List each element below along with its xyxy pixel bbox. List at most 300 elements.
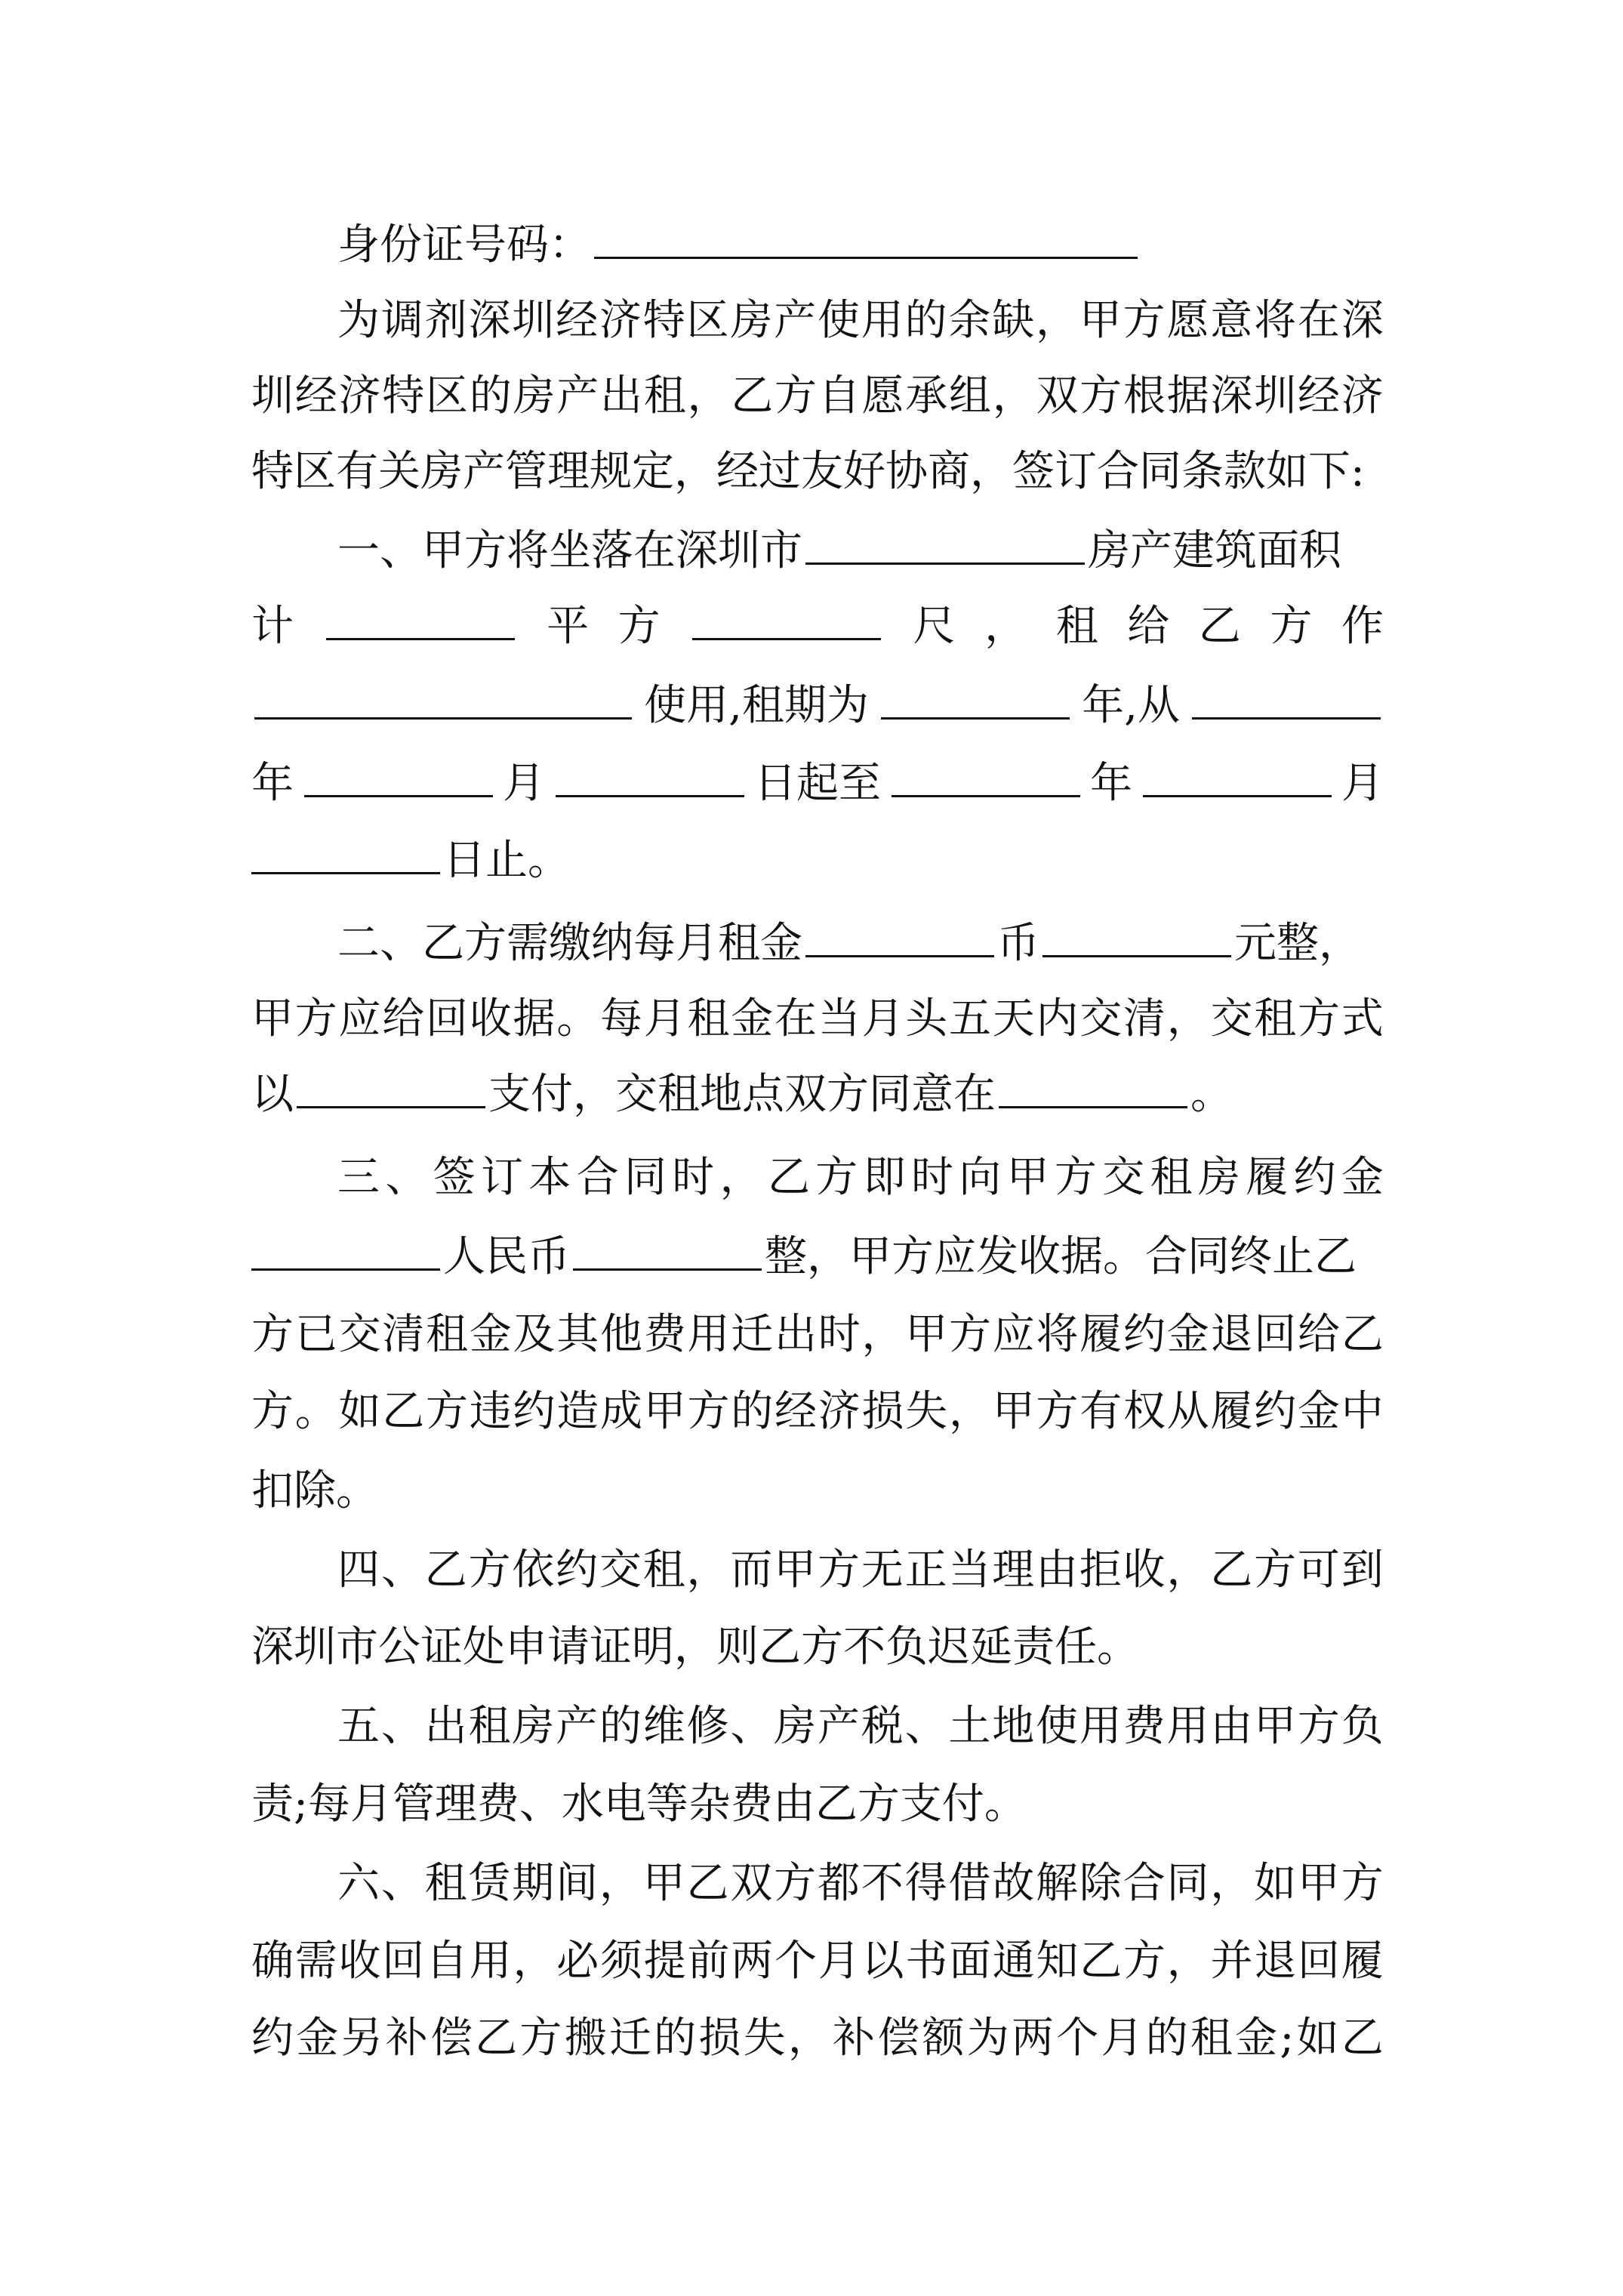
text: 整，甲方应发收据。合同终止乙 xyxy=(765,1232,1357,1281)
paragraph-line xyxy=(251,359,1384,434)
char: 方 xyxy=(1298,994,1340,1043)
blank-field[interactable] xyxy=(892,748,1080,797)
text: 人民币 xyxy=(443,1232,570,1281)
char: 、 xyxy=(380,1859,423,1908)
char: 在 xyxy=(1297,296,1340,345)
char: 由 xyxy=(1036,1546,1078,1595)
char: 约 xyxy=(1123,1310,1166,1359)
blank-field[interactable] xyxy=(805,908,994,957)
text: 日止。 xyxy=(443,836,570,885)
text: 方 xyxy=(1270,602,1313,651)
clause-6-line-3 xyxy=(251,2001,1384,2076)
char: 三 xyxy=(337,1153,380,1202)
char: 面 xyxy=(949,1937,991,1986)
char: 方 xyxy=(1123,296,1166,345)
char: 个 xyxy=(1056,2014,1099,2063)
char: 头 xyxy=(905,994,948,1043)
text: 日起至 xyxy=(754,759,881,808)
char: 乙 xyxy=(731,371,774,421)
char: 使 xyxy=(817,296,860,345)
char: 约 xyxy=(556,1546,599,1595)
char: 不 xyxy=(861,1859,904,1908)
char: 拒 xyxy=(1079,1546,1122,1595)
char: 迁 xyxy=(731,1310,774,1359)
char: 方 xyxy=(687,1387,730,1436)
clause-2-line-2 xyxy=(251,982,1384,1057)
char: 深 xyxy=(1210,371,1253,421)
char: 剂 xyxy=(424,296,467,345)
char: 另 xyxy=(340,2014,383,2063)
char: 将 xyxy=(1036,1310,1079,1359)
char: 方 xyxy=(1297,1702,1340,1751)
char: 方 xyxy=(1123,1937,1166,1986)
char: 两 xyxy=(731,1937,774,1986)
char: 收 xyxy=(469,994,512,1043)
char: 应 xyxy=(992,1310,1035,1359)
char: ， xyxy=(861,1310,904,1359)
text: 。 xyxy=(1190,1070,1233,1119)
char: 缺 xyxy=(992,296,1035,345)
char: 收 xyxy=(338,1937,381,1986)
char: 给 xyxy=(1298,1310,1340,1359)
char: 乙 xyxy=(424,1546,467,1595)
char: 愿 xyxy=(1166,296,1209,345)
char: 甲 xyxy=(1297,1859,1340,1908)
clause-6-line-1 xyxy=(337,1846,1384,1922)
paragraph-line xyxy=(337,283,1384,359)
char: 甲 xyxy=(905,1310,948,1359)
char: 为 xyxy=(337,296,380,345)
char: 的 xyxy=(904,296,947,345)
char: 回 xyxy=(426,994,468,1043)
char: 交 xyxy=(1079,994,1123,1043)
char: 方 xyxy=(294,994,337,1043)
char: 方 xyxy=(1254,1546,1297,1595)
char: 约 xyxy=(1254,1387,1297,1436)
char: 土 xyxy=(948,1702,991,1751)
char: 甲 xyxy=(774,1546,817,1595)
char: 经 xyxy=(775,1387,817,1436)
blank-field[interactable] xyxy=(881,670,1070,720)
char: 五 xyxy=(337,1702,380,1751)
char: 式 xyxy=(1341,994,1384,1043)
char: 租 xyxy=(424,1859,467,1908)
blank-field[interactable] xyxy=(251,1222,440,1271)
char: 出 xyxy=(600,371,642,421)
char: 费 xyxy=(1123,1702,1166,1751)
blank-field[interactable] xyxy=(304,748,493,797)
char: 乙 xyxy=(1210,1546,1253,1595)
char: 需 xyxy=(294,1937,337,1986)
char: 金 xyxy=(1341,1153,1384,1202)
char: ， xyxy=(686,1546,729,1595)
char: 方 xyxy=(1341,1859,1384,1908)
char: 双 xyxy=(1036,371,1079,421)
char: 用 xyxy=(1166,1702,1209,1751)
blank-field[interactable] xyxy=(254,670,632,720)
char: 金 xyxy=(1298,1387,1340,1436)
char: 用 xyxy=(861,296,904,345)
char: 如 xyxy=(1254,1859,1297,1908)
char: 回 xyxy=(1254,1310,1297,1359)
char: 从 xyxy=(1166,1387,1209,1436)
char: 订 xyxy=(480,1153,523,1202)
char: 须 xyxy=(600,1937,642,1986)
char: 甲 xyxy=(642,1859,685,1908)
char: 乙 xyxy=(1079,1937,1123,1986)
char: 同 xyxy=(624,1153,667,1202)
char: 已 xyxy=(294,1310,337,1359)
char: 。 xyxy=(556,994,599,1043)
char: 房 xyxy=(513,371,556,421)
text: 方 xyxy=(617,602,661,651)
char: 得 xyxy=(904,1859,947,1908)
char: 租 xyxy=(426,1310,468,1359)
clause-4-line-1 xyxy=(337,1533,1384,1608)
char: 经 xyxy=(556,296,599,345)
char: 特 xyxy=(382,371,425,421)
char: 在 xyxy=(775,994,817,1043)
char: 产 xyxy=(774,296,817,345)
char: 签 xyxy=(433,1153,476,1202)
char: 以 xyxy=(861,1937,904,1986)
char: 组 xyxy=(949,371,991,421)
char: ， xyxy=(1166,1937,1209,1986)
char: 济 xyxy=(1341,371,1384,421)
char: ， xyxy=(1166,1546,1209,1595)
char: 乙 xyxy=(767,1153,810,1202)
char: 间 xyxy=(556,1859,599,1908)
char: 的 xyxy=(599,1702,642,1751)
char: 乙 xyxy=(1341,1310,1384,1359)
char: 济 xyxy=(338,371,381,421)
char: 产 xyxy=(556,1702,599,1751)
char: 无 xyxy=(861,1546,904,1595)
clause-3-line-4 xyxy=(251,1374,1384,1450)
char: 金 xyxy=(1166,1310,1209,1359)
char: 地 xyxy=(992,1702,1035,1751)
id-number-label: 身份证号码： xyxy=(337,220,591,270)
char: 出 xyxy=(424,1702,467,1751)
char: 房 xyxy=(1197,1153,1240,1202)
char: 的 xyxy=(1145,2014,1188,2063)
blank-field[interactable] xyxy=(251,825,440,874)
char: 权 xyxy=(1123,1387,1166,1436)
char: 损 xyxy=(698,2014,741,2063)
char: ， xyxy=(687,371,730,421)
text: 年 xyxy=(1090,759,1132,808)
char: 理 xyxy=(992,1546,1035,1595)
char: 、 xyxy=(380,1702,423,1751)
text: 月 xyxy=(503,759,545,808)
char: 当 xyxy=(818,994,861,1043)
char: 履 xyxy=(1246,1153,1289,1202)
char: 金 xyxy=(731,994,774,1043)
text: 给 xyxy=(1127,602,1170,651)
char: 依 xyxy=(512,1546,555,1595)
char: 金 xyxy=(469,1310,512,1359)
char: 正 xyxy=(904,1546,947,1595)
text: 以 xyxy=(251,1070,294,1119)
char: 到 xyxy=(1341,1546,1384,1595)
clause-3-line-2 xyxy=(251,1219,1384,1295)
char: 用 xyxy=(687,1310,730,1359)
text: 尺 xyxy=(913,602,956,651)
char: 应 xyxy=(338,994,381,1043)
text: 一、甲方将坐落在深圳市 xyxy=(337,526,802,575)
char: 履 xyxy=(1341,1937,1384,1986)
text: 币 xyxy=(997,919,1039,968)
char: 租 xyxy=(1190,2014,1233,2063)
char: 约 xyxy=(251,2014,294,2063)
char: 时 xyxy=(672,1153,715,1202)
char: 交 xyxy=(1102,1153,1145,1202)
text: 租 xyxy=(1055,602,1098,651)
char: 时 xyxy=(910,1153,953,1202)
char: 前 xyxy=(687,1937,730,1986)
blank-field[interactable] xyxy=(556,748,744,797)
char: ， xyxy=(787,2014,830,2063)
clause-2-line-1 xyxy=(337,906,1384,982)
clause-1-line-5 xyxy=(251,823,1384,898)
char: 用 xyxy=(1079,1702,1122,1751)
char: 方 xyxy=(519,2014,562,2063)
char: 而 xyxy=(730,1546,773,1595)
char: 并 xyxy=(1210,1937,1253,1986)
char: 交 xyxy=(599,1546,642,1595)
char: 解 xyxy=(1036,1859,1078,1908)
char: 必 xyxy=(556,1937,599,1986)
char: 方 xyxy=(251,1310,294,1359)
char: 圳 xyxy=(512,296,555,345)
char: 乙 xyxy=(1341,2014,1384,2063)
char: ， xyxy=(719,1153,762,1202)
char: 乙 xyxy=(475,2014,518,2063)
char: 补 xyxy=(833,2014,876,2063)
blank-field[interactable] xyxy=(594,210,1138,259)
clause-1-line-1 xyxy=(337,513,1384,589)
blank-field[interactable] xyxy=(573,1222,762,1271)
char: 为 xyxy=(966,2014,1009,2063)
char: 区 xyxy=(426,371,468,421)
blank-field[interactable] xyxy=(1042,908,1231,957)
text: 乙 xyxy=(1198,602,1241,651)
char: ， xyxy=(1210,1859,1253,1908)
char: 甲 xyxy=(1006,1153,1049,1202)
char: 故 xyxy=(992,1859,1035,1908)
char: 乙 xyxy=(686,1859,729,1908)
char: 产 xyxy=(817,1702,860,1751)
char: 可 xyxy=(1297,1546,1340,1595)
clause-6-line-2 xyxy=(251,1924,1384,1999)
char: 济 xyxy=(599,296,642,345)
char: 交 xyxy=(1210,994,1253,1043)
char: 将 xyxy=(1254,296,1297,345)
clause-5-line-1 xyxy=(337,1689,1384,1764)
char: 租 xyxy=(468,1702,511,1751)
char: 如 xyxy=(1296,2014,1339,2063)
char: 据 xyxy=(1166,371,1209,421)
char: 都 xyxy=(817,1859,860,1908)
text: 二、乙方需缴纳每月租金 xyxy=(337,919,802,968)
char: 即 xyxy=(863,1153,906,1202)
text: 元整， xyxy=(1234,919,1361,968)
char: 约 xyxy=(1293,1153,1336,1202)
char: 回 xyxy=(382,1937,425,1986)
char: 月 xyxy=(818,1937,861,1986)
char: 期 xyxy=(512,1859,555,1908)
char: 区 xyxy=(686,296,729,345)
char: 、 xyxy=(385,1153,428,1202)
char: 金 xyxy=(296,2014,339,2063)
blank-field[interactable] xyxy=(1192,670,1381,720)
char: 偿 xyxy=(877,2014,920,2063)
text: 房产建筑面积 xyxy=(1088,526,1341,575)
char: ， xyxy=(1036,296,1078,345)
char: 深 xyxy=(1341,296,1384,345)
char: 通 xyxy=(992,1937,1035,1986)
char: 、 xyxy=(730,1702,773,1751)
char: ， xyxy=(992,371,1035,421)
char: 愿 xyxy=(861,371,904,421)
char: 约 xyxy=(513,1387,556,1436)
char: 方 xyxy=(775,371,817,421)
char: 出 xyxy=(775,1310,817,1359)
char: 方 xyxy=(251,1387,294,1436)
char: ， xyxy=(599,1859,642,1908)
char: 的 xyxy=(654,2014,697,2063)
char: 损 xyxy=(861,1387,904,1436)
char: 租 xyxy=(1150,1153,1193,1202)
char: 房 xyxy=(730,296,773,345)
char: 方 xyxy=(815,1153,858,1202)
char: 房 xyxy=(512,1702,555,1751)
char: 的 xyxy=(469,371,512,421)
text: 特区有关房产管理规定，经过友好协商，签订合同条款如下: xyxy=(251,447,1365,496)
char: 月 xyxy=(1101,2014,1144,2063)
char: 回 xyxy=(1298,1937,1340,1986)
text: 深圳市公证处申请证明，则乙方不负迟延责任。 xyxy=(251,1623,1139,1672)
char: 失 xyxy=(743,2014,786,2063)
blank-field[interactable] xyxy=(326,591,515,640)
char: 税 xyxy=(861,1702,904,1751)
char: 租 xyxy=(642,1546,685,1595)
char: 两 xyxy=(1011,2014,1054,2063)
char: 租 xyxy=(687,994,730,1043)
clause-1-line-2 xyxy=(251,589,1384,664)
char: 特 xyxy=(642,296,685,345)
char: 方 xyxy=(774,1859,817,1908)
char: 租 xyxy=(643,371,686,421)
blank-field[interactable] xyxy=(1143,748,1332,797)
char: 据 xyxy=(513,994,556,1043)
char: 有 xyxy=(1079,1387,1123,1436)
char: 本 xyxy=(528,1153,571,1202)
char: 乙 xyxy=(382,1387,425,1436)
char: 个 xyxy=(775,1937,817,1986)
char: 赁 xyxy=(468,1859,511,1908)
char: 方 xyxy=(426,1387,468,1436)
char: 自 xyxy=(818,371,861,421)
blank-field[interactable] xyxy=(692,591,881,640)
char: 、 xyxy=(380,1546,423,1595)
char: 提 xyxy=(643,1937,686,1986)
char: 造 xyxy=(556,1387,599,1436)
char: 圳 xyxy=(251,371,294,421)
char: 圳 xyxy=(1254,371,1297,421)
text: 年,从 xyxy=(1082,681,1180,730)
char: 济 xyxy=(818,1387,861,1436)
char: 天 xyxy=(992,994,1035,1043)
char: 六 xyxy=(337,1859,380,1908)
char: 确 xyxy=(251,1937,294,1986)
char: 月 xyxy=(861,994,904,1043)
char: 方 xyxy=(1079,371,1123,421)
text: 扣除。 xyxy=(251,1466,378,1515)
char: 甲 xyxy=(251,994,294,1043)
char: 履 xyxy=(1210,1387,1253,1436)
char: 收 xyxy=(1123,1546,1166,1595)
char: 时 xyxy=(818,1310,861,1359)
char: 失 xyxy=(905,1387,948,1436)
char: 余 xyxy=(948,296,991,345)
char: 履 xyxy=(1079,1310,1123,1359)
char: 自 xyxy=(426,1937,468,1986)
char: 修 xyxy=(686,1702,729,1751)
paragraph-line xyxy=(251,434,1384,510)
char: 他 xyxy=(600,1310,642,1359)
char: 每 xyxy=(600,994,642,1043)
text: 责;每月管理费、水电等杂费由乙方支付。 xyxy=(251,1780,1027,1829)
blank-field[interactable] xyxy=(805,516,1085,565)
char: 金 xyxy=(1235,2014,1278,2063)
char: 退 xyxy=(1254,1937,1297,1986)
char: 调 xyxy=(380,296,423,345)
char: 及 xyxy=(513,1310,556,1359)
char: 方 xyxy=(1036,1387,1079,1436)
char: 额 xyxy=(922,2014,965,2063)
char: 负 xyxy=(1341,1702,1384,1751)
char: 借 xyxy=(948,1859,991,1908)
char: 根 xyxy=(1123,371,1166,421)
char: 由 xyxy=(1210,1702,1253,1751)
char: 用 xyxy=(469,1937,512,1986)
text: 作 xyxy=(1341,602,1384,651)
char: 承 xyxy=(905,371,948,421)
clause-3-line-1 xyxy=(337,1140,1384,1216)
text: 计 xyxy=(251,602,294,651)
clause-2-line-3 xyxy=(251,1057,1384,1133)
blank-field[interactable] xyxy=(999,1059,1187,1108)
char: 甲 xyxy=(1079,296,1122,345)
char: 给 xyxy=(382,994,425,1043)
clause-4-line-2 xyxy=(251,1610,1384,1685)
char: 退 xyxy=(1210,1310,1253,1359)
char: 五 xyxy=(949,994,991,1043)
char: 偿 xyxy=(430,2014,473,2063)
blank-field[interactable] xyxy=(297,1059,485,1108)
char: 搬 xyxy=(564,2014,607,2063)
clause-1-line-3 xyxy=(251,668,1384,744)
char: 经 xyxy=(1298,371,1340,421)
char: 成 xyxy=(600,1387,642,1436)
char: ， xyxy=(949,1387,991,1436)
char: 房 xyxy=(774,1702,817,1751)
char: 书 xyxy=(905,1937,948,1986)
char: ， xyxy=(1166,994,1209,1043)
char: 的 xyxy=(731,1387,774,1436)
char: 租 xyxy=(1254,994,1297,1043)
